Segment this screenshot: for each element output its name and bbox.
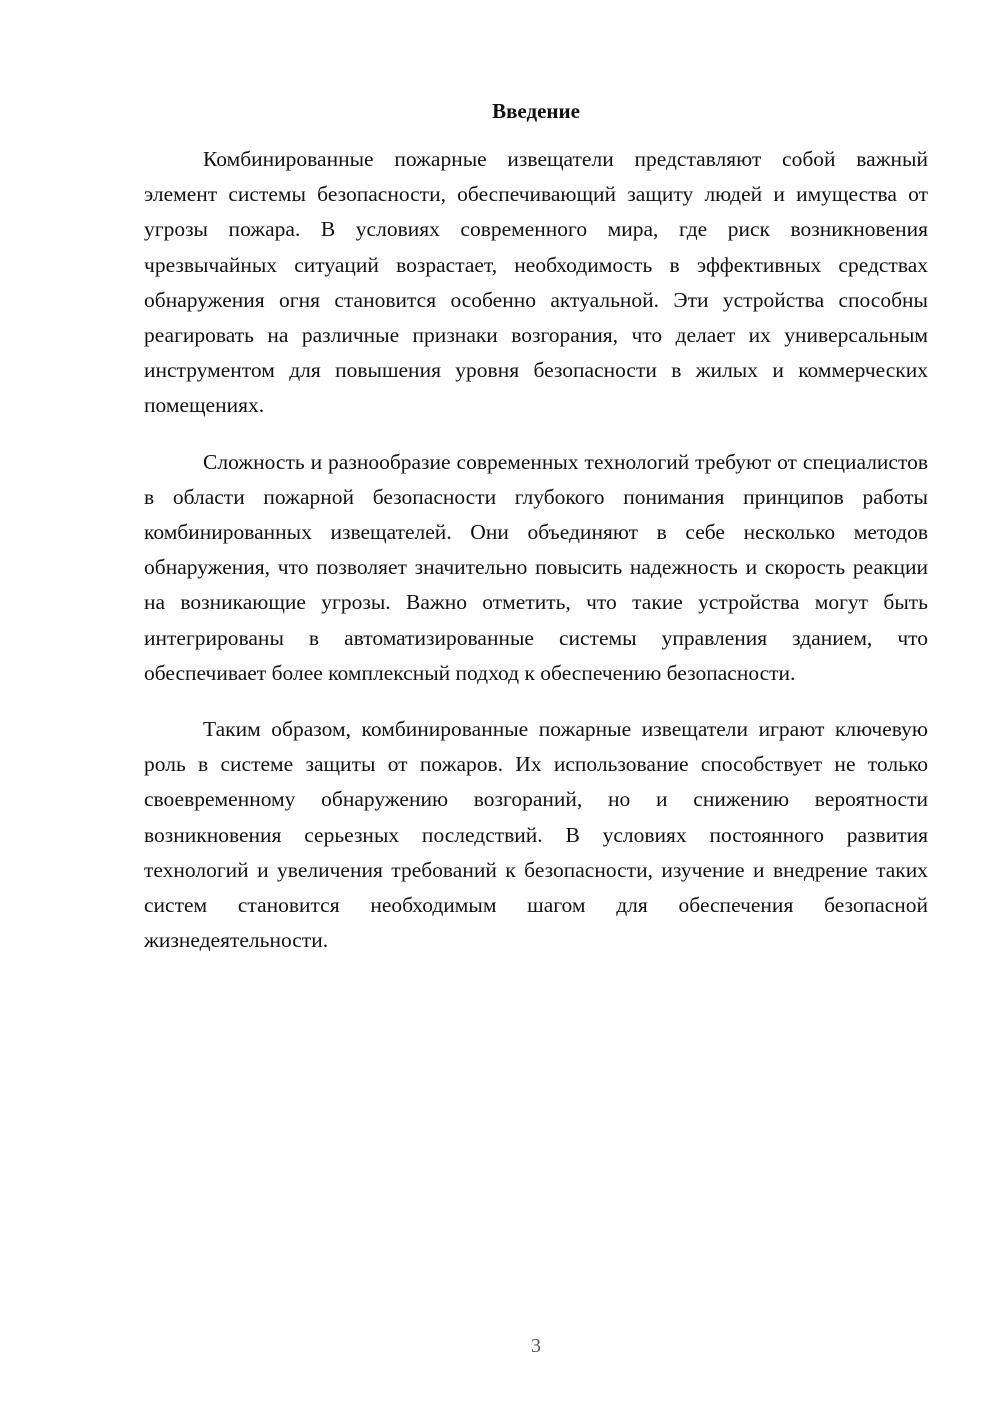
page-number: 3 bbox=[531, 1335, 541, 1357]
paragraph-2: Сложность и разнообразие современных технологий требуют от специалистов в области пожарной безопасности глубокого понимания принципов работы комбинированных извещателей. Они объединяют в себе несколько методов обнаружения, что позволяет значительно повысить надежность и скорость реакции на возникающие угрозы. Важно отметить, что такие устройства могут быть интегрированы в автоматизированные системы управления зданием, что обеспечивает более комплексный подход к обеспечению безопасности. bbox=[144, 449, 928, 685]
paragraph-3: Таким образом, комбинированные пожарные извещатели играют ключевую роль в системе защиты от пожаров. Их использование способствует не только своевременному обнаружению возгораний, но и снижению вероятности возникновения серьезных последствий. В условиях постоянного развития технологий и увеличения требований к безопасности, изучение и внедрение таких систем становится необходимым шагом для обеспечения безопасной жизнедеятельности. bbox=[144, 717, 928, 953]
paragraph-1: Комбинированные пожарные извещатели представляют собой важный элемент системы безопасности, обеспечивающий защиту людей и имущества от угрозы пожара. В условиях современного мира, где риск возникновения чрезвычайных ситуаций возрастает, необходимость в эффективных средствах обнаружения огня становится особенно актуальной. Эти устройства способны реагировать на различные признаки возгорания, что делает их универсальным инструментом для повышения уровня безопасности в жилых и коммерческих помещениях. bbox=[144, 147, 928, 418]
body-text bbox=[144, 142, 928, 958]
section-heading: Введение bbox=[492, 99, 580, 123]
